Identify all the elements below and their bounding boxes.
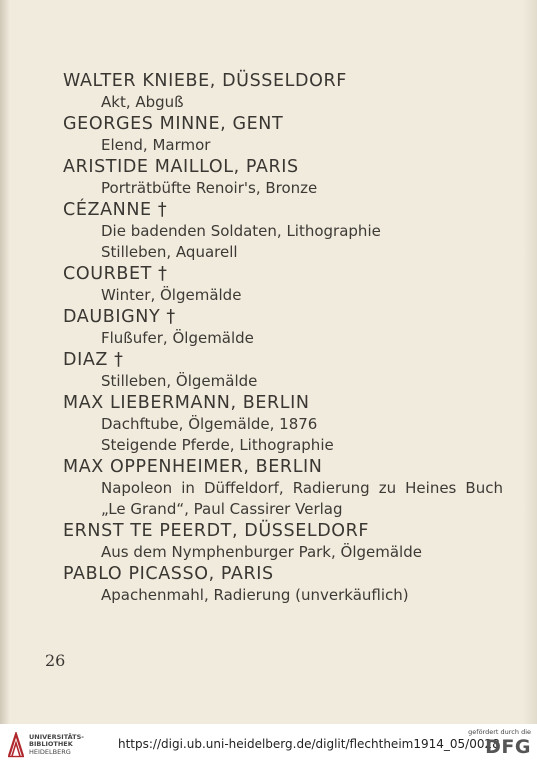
dfg-wordmark: DFG xyxy=(485,736,531,758)
dfg-tagline: gefördert durch die xyxy=(468,728,531,736)
artist-name: DIAZ † xyxy=(63,350,124,370)
work-title: Napoleon in Düffeldorf, Radierung zu Heines Buch „Le Grand“, Paul Cassirer Verlag xyxy=(101,479,503,518)
library-logo[interactable] xyxy=(7,732,84,758)
catalog-entries xyxy=(63,70,503,606)
catalog-entry xyxy=(63,349,503,392)
catalog-entry xyxy=(63,113,503,156)
catalog-entry xyxy=(63,306,503,349)
work-title: Apachenmahl, Radierung (unverkäuflich) xyxy=(101,586,409,604)
artist-name: ARISTIDE MAILLOL, PARIS xyxy=(63,157,299,177)
work-title: Stilleben, Ölgemälde xyxy=(101,372,258,390)
artist-name: COURBET † xyxy=(63,264,168,284)
permalink-url[interactable]: https://digi.ub.uni-heidelberg.de/diglit/flechtheim1914_05/0028 xyxy=(118,737,500,751)
artist-name: MAX LIEBERMANN, BERLIN xyxy=(63,393,310,413)
work-title: Steigende Pferde, Lithographie xyxy=(101,436,334,454)
catalog-entry xyxy=(63,263,503,306)
library-logo-text: UNIVERSITÄTS- BIBLIOTHEK HEIDELBERG xyxy=(29,732,84,756)
artist-name: MAX OPPENHEIMER, BERLIN xyxy=(63,457,323,477)
catalog-entry xyxy=(63,156,503,199)
work-title: Winter, Ölgemälde xyxy=(101,286,242,304)
page-number: 26 xyxy=(45,651,66,670)
work-title: Stilleben, Aquarell xyxy=(101,243,238,261)
catalog-entry xyxy=(63,520,503,563)
work-title: Elend, Marmor xyxy=(101,136,211,154)
catalog-entry xyxy=(63,392,503,456)
artist-name: PABLO PICASSO, PARIS xyxy=(63,564,274,584)
artist-name: CÉZANNE † xyxy=(63,200,168,220)
dfg-logo[interactable] xyxy=(468,728,531,758)
library-seal-icon xyxy=(7,732,25,758)
artist-name: GEORGES MINNE, GENT xyxy=(63,114,284,134)
artist-name: WALTER KNIEBE, DÜSSELDORF xyxy=(63,71,347,91)
work-title: Dachftube, Ölgemälde, 1876 xyxy=(101,415,318,433)
viewer-footer xyxy=(0,724,537,766)
artist-name: DAUBIGNY † xyxy=(63,307,176,327)
catalog-entry xyxy=(63,456,503,520)
artist-name: ERNST TE PEERDT, DÜSSELDORF xyxy=(63,521,370,541)
work-title: Flußufer, Ölgemälde xyxy=(101,329,254,347)
work-title: Die badenden Soldaten, Lithographie xyxy=(101,222,381,240)
work-title: Aus dem Nymphenburger Park, Ölgemälde xyxy=(101,543,422,561)
catalog-entry xyxy=(63,563,503,606)
work-title: Akt, Abguß xyxy=(101,93,184,111)
catalog-entry xyxy=(63,199,503,263)
catalog-entry xyxy=(63,70,503,113)
work-title: Porträtbüfte Renoir's, Bronze xyxy=(101,179,318,197)
